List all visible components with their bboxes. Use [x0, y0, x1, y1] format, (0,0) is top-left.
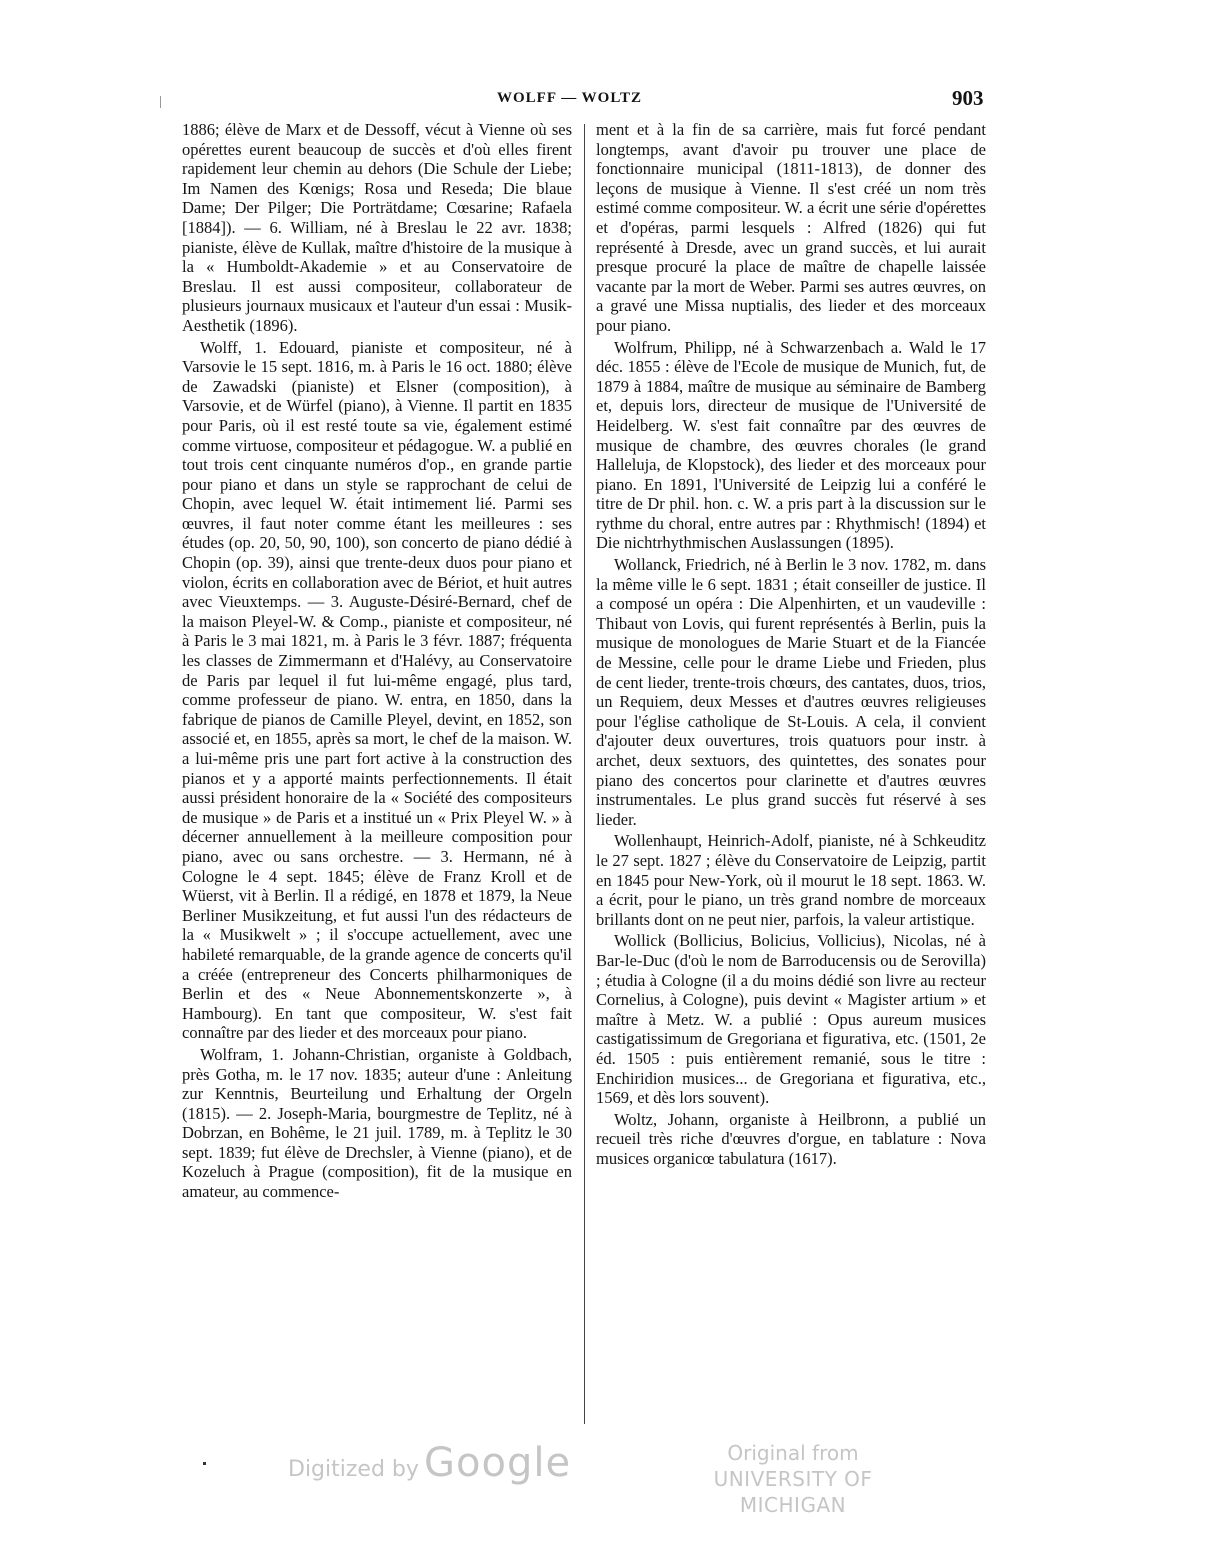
university-label: UNIVERSITY OF MICHIGAN	[713, 1467, 873, 1517]
right-column	[596, 120, 986, 1170]
column-divider	[584, 124, 585, 1424]
entry-wolfram: Wolfram, 1. Johann-Christian, organiste à Goldbach, près Gotha, m. le 17 nov. 1835; auteur d'une : Anleitung zur Kenntnis, Beurteilung und Erhaltung der Orgeln (1815). — 2. Joseph-Maria, bourgmestre de Teplitz, né à Dobrzan, en Bohême, le 21 juil. 1789, m. à Teplitz le 30 sept. 1839; fut élève de Drechsler, à Vienne (piano), et de Kozeluch à Prague (composition), fit de la musique en amateur, au commence-	[182, 1044, 572, 1202]
entry-wollick: Wollick (Bollicius, Bolicius, Vollicius), Nicolas, né à Bar-le-Duc (d'où le nom de Barroducensis ou de Serovilla) ; étudia à Cologne (il a du moins dédié son livre au recteur Cornelius, à Cologne), puis devint « Magister artium » et maître à Metz. W. a publié : Opus aureum musices castigatissimum de Gregoriana et figurativa, etc. (1501, 2e éd. 1505 : puis entièrement remanié, sous le titre : Enchiridion musices... de Gregoriana et figurativa, etc., 1569, et dès lors souvent).	[596, 931, 986, 1108]
running-head: WOLFF — WOLTZ	[497, 90, 642, 106]
digitized-by-google-watermark	[288, 1440, 571, 1486]
entry-wolfram-continuation: ment et à la fin de sa carrière, mais fut forcé pendant longtemps, avant d'avoir pu trouver une place de fonctionnaire municipal (1811-1813), de donner des leçons de musique à Vienne. Il s'est créé un nom très estimé comme compositeur. W. a écrit une série d'opérettes et d'opéras, parmi lesquels : Alfred (1826) qui fut représenté à Dresde, avec un grand succès, et lui aurait presque procuré la place de maître de chapelle laissée vacante par la mort de Weber. Parmi ses autres œuvres, on a gravé une Missa nuptialis, des lieder et des morceaux pour piano.	[596, 120, 986, 335]
entry-wollenhaupt: Wollenhaupt, Heinrich-Adolf, pianiste, né à Schkeuditz le 27 sept. 1827 ; élève du Conservatoire de Leipzig, partit en 1845 pour New-York, où il mourut le 18 sept. 1863. W. a écrit, pour le piano, un très grand nombre de morceaux brillants dont on ne peut nier, parfois, la valeur artistique.	[596, 831, 986, 929]
page-number: 903	[952, 86, 984, 110]
page-edge-mark	[160, 96, 161, 108]
entry-wollanck: Wollanck, Friedrich, né à Berlin le 3 nov. 1782, m. dans la même ville le 6 sept. 1831 ; était conseiller de justice. Il a composé un opéra : Die Alpenhirten, et un vaudeville : Thibaut von Lovis, qui furent représentés à Berlin, puis la musique de monologues de Marie Stuart et de la Fiancée de Messine, celle pour le drame Liebe und Frieden, plus de cent lieder, trente-trois chœurs, des cantates, duos, trios, un Requiem, deux Messes et d'autres œuvres religieuses pour l'église catholique de St-Louis. A cela, il convient d'ajouter deux ouvertures, trois quatuors pour instr. à archet, deux sextuors, des quintettes, des sonates pour piano des concertos pour clarinette et d'autres œuvres instrumentales. Le plus grand succès fut réservé à ses lieder.	[596, 555, 986, 829]
entry-woltz: Woltz, Johann, organiste à Heilbronn, a publié un recueil très riche d'œuvres d'orgue, en tablature : Nova musices organicœ tabulatura (1617).	[596, 1109, 986, 1168]
entry-wolff: Wolff, 1. Edouard, pianiste et compositeur, né à Varsovie le 15 sept. 1816, m. à Paris le 16 oct. 1880; élève de Zawadski (pianiste) et Elsner (composition), à Varsovie, et de Würfel (piano), à Vienne. Il partit en 1835 pour Paris, où il est resté toute sa vie, également estimé comme virtuose, compositeur et pédagogue. W. a publié en tout trois cent cinquante numéros d'op., en grande partie pour piano et dans un style se rapprochant de celui de Chopin, avec lequel W. était intimement lié. Parmi ses œuvres, il faut noter comme étant les meilleures : ses études (op. 20, 50, 90, 100), son concerto de piano dédié à Chopin (op. 39), ainsi que trente-deux duos pour piano et violon, écrits en collaboration avec de Bériot, et huit autres avec Vieuxtemps. — 3. Auguste-Désiré-Bernard, chef de la maison Pleyel-W. & Comp., pianiste et compositeur, né à Paris le 3 mai 1821, m. à Paris le 3 févr. 1887; fréquenta les classes de Zimmermann et d'Halévy, au Conservatoire de Paris par lequel il fut lui-même engagé, plus tard, comme professeur de piano. W. entra, en 1850, dans la fabrique de pianos de Camille Pleyel, devint, en 1852, son associé et, en 1855, après sa mort, le chef de la maison. W. a lui-même pris une part fort active à la construction des pianos et y a apporté maints perfectionnements. Il était aussi président honoraire de la « Société des compositeurs de musique » de Paris et a institué un « Prix Pleyel W. » à décerner annuellement à la meilleure composition pour piano, avec ou sans orchestre. — 3. Hermann, né à Cologne le 4 sept. 1845; élève de Franz Kroll et de Wüerst, vit à Berlin. Il a rédigé, en 1878 et 1879, la Neue Berliner Musikzeitung, et fut aussi l'un des rédacteurs de la « Musikwelt » ; il s'occupe actuellement, avec une habileté remarquable, de la grande agence de concerts qu'il a créée (entrepreneur des Concerts philharmoniques de Berlin et des « Neue Abonnementskonzerte », à Hambourg). En tant que compositeur, W. s'est fait connaître par des lieder et des morceaux pour piano.	[182, 337, 572, 1043]
original-from-watermark	[668, 1440, 918, 1518]
original-from-label: Original from	[727, 1441, 859, 1465]
digitized-prefix: Digitized by	[288, 1457, 419, 1482]
stray-dot	[203, 1462, 206, 1465]
entry-wolfrum: Wolfrum, Philipp, né à Schwarzenbach a. Wald le 17 déc. 1855 : élève de l'Ecole de musique de Munich, fut, de 1879 à 1884, maître de musique au séminaire de Bamberg et, depuis lors, directeur de musique de l'Université de Heidelberg. W. s'est fait connaître par des œuvres de musique de chambre, des œuvres chorales (le grand Halleluja, de Klopstock), des lieder et des morceaux pour piano. En 1891, l'Université de Leipzig lui a conféré le titre de Dr phil. hon. c. W. a pris part à la discussion sur le rythme du choral, entre autres par : Rhythmisch! (1894) et Die nichtrhythmischen Auslassungen (1895).	[596, 337, 986, 553]
entry-continuation: 1886; élève de Marx et de Dessoff, vécut à Vienne où ses opérettes eurent beaucoup de succès et d'où elles firent rapidement leur chemin au dehors (Die Schule der Liebe; Im Namen des Kœnigs; Rosa und Reseda; Die blaue Dame; Der Pilger; Die Porträtdame; Cœsarine; Rafaela [1884]). — 6. William, né à Breslau le 22 avr. 1838; pianiste, élève de Kullak, maître d'histoire de la musique à la « Humboldt-Akademie » et au Conservatoire de Breslau. Il est aussi compositeur, collaborateur de plusieurs journaux musicaux et l'auteur d'un essai : Musik-Aesthetik (1896).	[182, 120, 572, 335]
google-wordmark: Google	[424, 1440, 572, 1486]
left-column	[182, 120, 572, 1204]
